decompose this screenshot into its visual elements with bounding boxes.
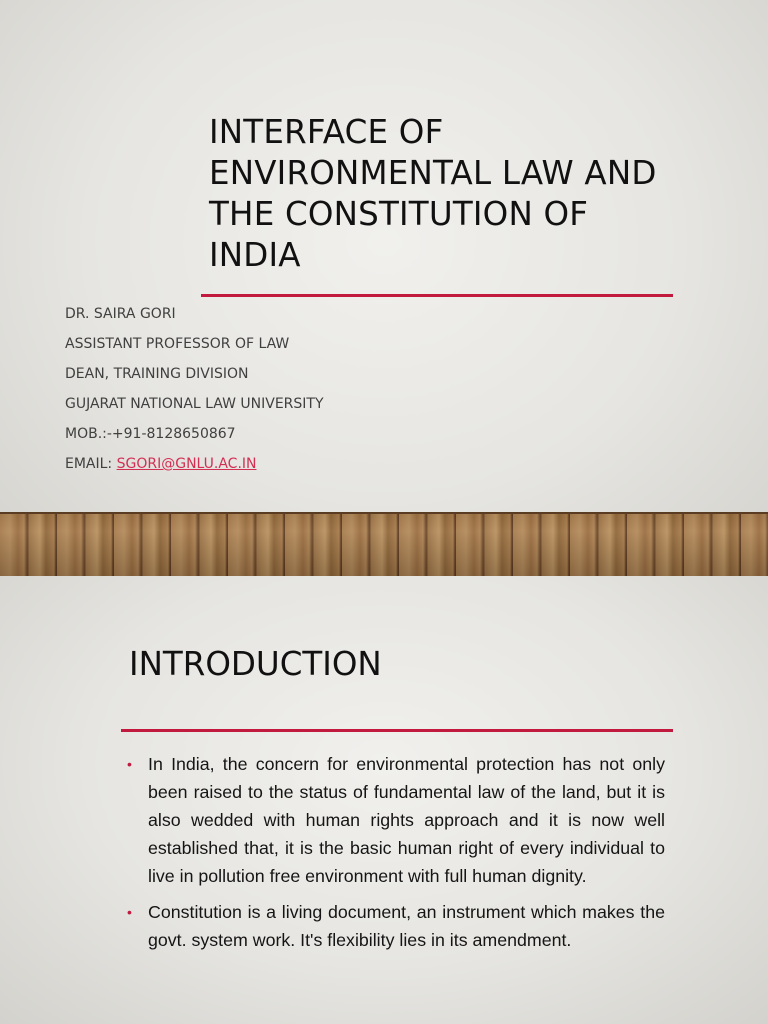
author-name: DR. SAIRA GORI [65,306,176,322]
slide-title: INTERFACE OF ENVIRONMENTAL LAW AND THE CONSTITUTION OF INDIA [209,113,657,274]
bullet-icon: • [127,756,132,772]
slide-title: INTRODUCTION [129,645,382,683]
author-position: ASSISTANT PROFESSOR OF LAW [65,336,290,352]
title-divider [121,729,673,732]
title-divider [201,294,673,297]
email-link[interactable]: SGORI@GNLU.AC.IN [116,456,257,472]
bullet-text: In India, the concern for environmental protection has not only been raised to the status of fundamental law of the land, but it is also wedded with human rights approach and it is now well established that, it is the basic human right of every individual to live in pollution free environment with full human dignity. [148,754,665,886]
bullet-item [127,750,665,890]
author-mobile: MOB.:-+91-8128650867 [65,426,236,442]
author-role: DEAN, TRAINING DIVISION [65,366,249,382]
wood-floor-decoration [0,512,768,576]
author-institution: GUJARAT NATIONAL LAW UNIVERSITY [65,396,324,412]
email-label: EMAIL: [65,456,117,472]
bullet-list [127,750,665,962]
floor-edge [0,512,768,514]
bullet-text: Constitution is a living document, an instrument which makes the govt. system work. It's flexibility lies in its amendment. [148,902,665,950]
bullet-item [127,898,665,954]
author-info [65,302,324,482]
bullet-icon: • [127,904,132,920]
introduction-slide [0,576,768,1024]
author-email-line [65,452,324,482]
